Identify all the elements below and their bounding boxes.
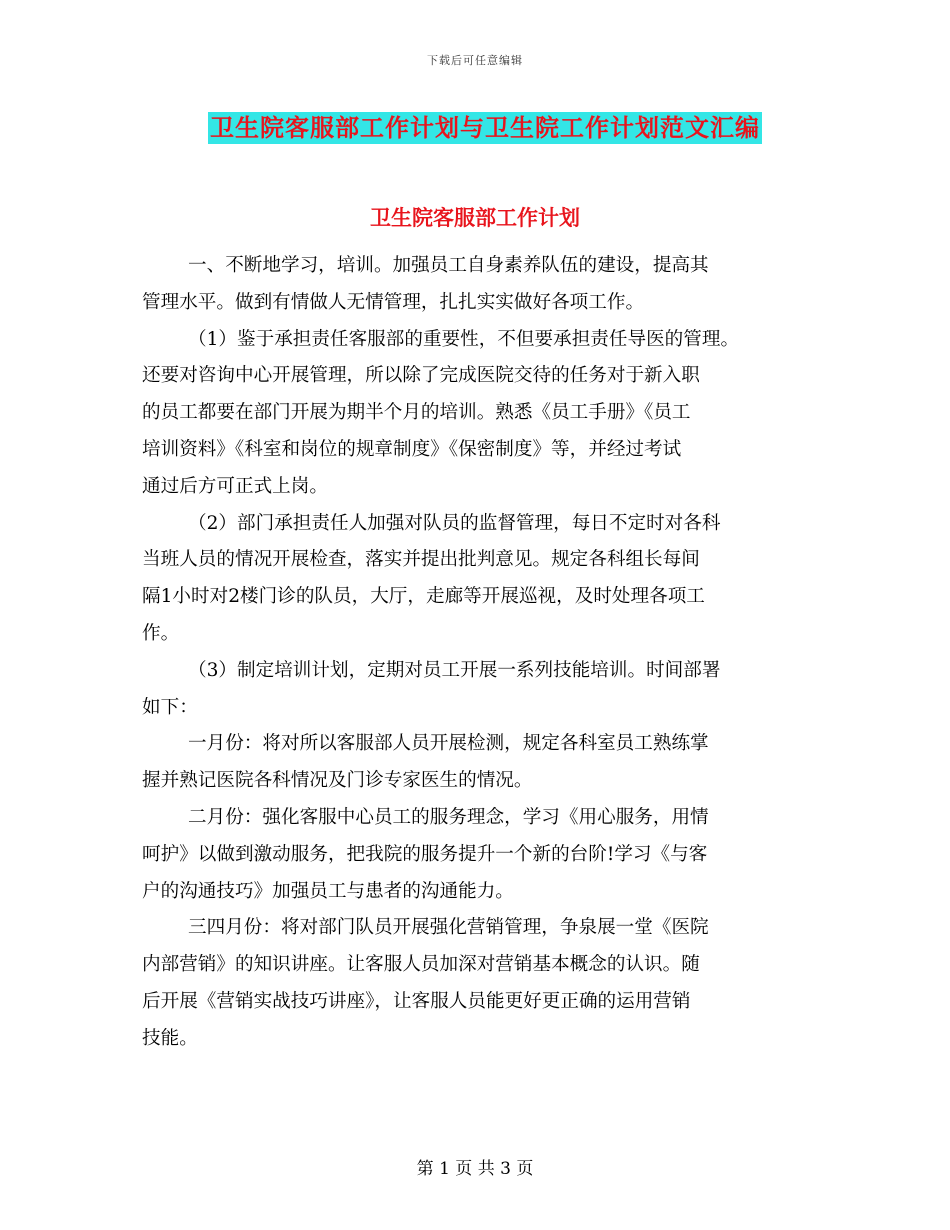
text-line: 作。 (142, 622, 180, 644)
text-line: 一、不断地学习，培训。加强员工自身素养队伍的建设，提高其 (188, 255, 709, 276)
text-line: 一月份：将对所以客服部人员开展检测，规定各科室员工熟练掌 (188, 733, 709, 755)
text-line: 如下： (142, 696, 198, 718)
text-line: （1）鉴于承担责任客服部的重要性，不但要承担责任导医的管理。 (188, 328, 740, 350)
paragraph (142, 322, 822, 506)
text-line: 管理水平。做到有情做人无情管理，扎扎实实做好各项工作。 (142, 291, 645, 313)
text-line: 户的沟通技巧》加强员工与患者的沟通能力。 (142, 880, 514, 902)
text-line: 握并熟记医院各科情况及门诊专家医生的情况。 (142, 770, 533, 792)
text-line: 通过后方可正式上岗。 (142, 475, 328, 497)
text-line: 培训资料》《科室和岗位的规章制度》《保密制度》等，并经过考试 (142, 438, 682, 460)
text-line: 呵护》以做到激动服务，把我院的服务提升一个新的台阶!学习《与客 (142, 843, 708, 865)
text-line: 二月份：强化客服中心员工的服务理念，学习《用心服务，用情 (188, 806, 709, 828)
paragraph (142, 248, 822, 322)
document-body (142, 248, 822, 1058)
text-line: （2）部门承担责任人加强对队员的监督管理，每日不定时对各科 (188, 512, 721, 534)
section-title: 卫生院客服部工作计划 (370, 206, 580, 230)
paragraph (142, 910, 822, 1057)
text-line: 的员工都要在部门开展为期半个月的培训。熟悉《员工手册》《员工 (142, 402, 691, 424)
text-line: 当班人员的情况开展检查，落实并提出批判意见。规定各科组长每间 (142, 549, 700, 571)
text-line: 隔1小时对2楼门诊的队员，大厅，走廊等开展巡视，及时处理各项工 (142, 586, 705, 608)
main-title: 卫生院客服部工作计划与卫生院工作计划范文汇编 (210, 114, 760, 142)
text-line: 后开展《营销实战技巧讲座》，让客服人员能更好更正确的运用营销 (142, 990, 691, 1012)
paragraph (142, 800, 822, 910)
text-line: 还要对咨询中心开展管理，所以除了完成医院交待的任务对于新入职 (142, 365, 700, 387)
header-note: 下载后可任意编辑 (427, 54, 523, 67)
text-line: 技能。 (142, 1027, 198, 1049)
text-line: 三四月份：将对部门队员开展强化营销管理，争泉展一堂《医院 (188, 917, 709, 939)
page-indicator: 第 1 页 共 3 页 (416, 1159, 534, 1179)
text-line: 内部营销》的知识讲座。让客服人员加深对营销基本概念的认识。随 (142, 954, 700, 976)
paragraph (142, 506, 822, 653)
text-line: （3）制定培训计划，定期对员工开展一系列技能培训。时间部署 (188, 659, 721, 681)
main-title-container (208, 112, 762, 144)
paragraph (142, 653, 822, 727)
paragraph (142, 726, 822, 800)
